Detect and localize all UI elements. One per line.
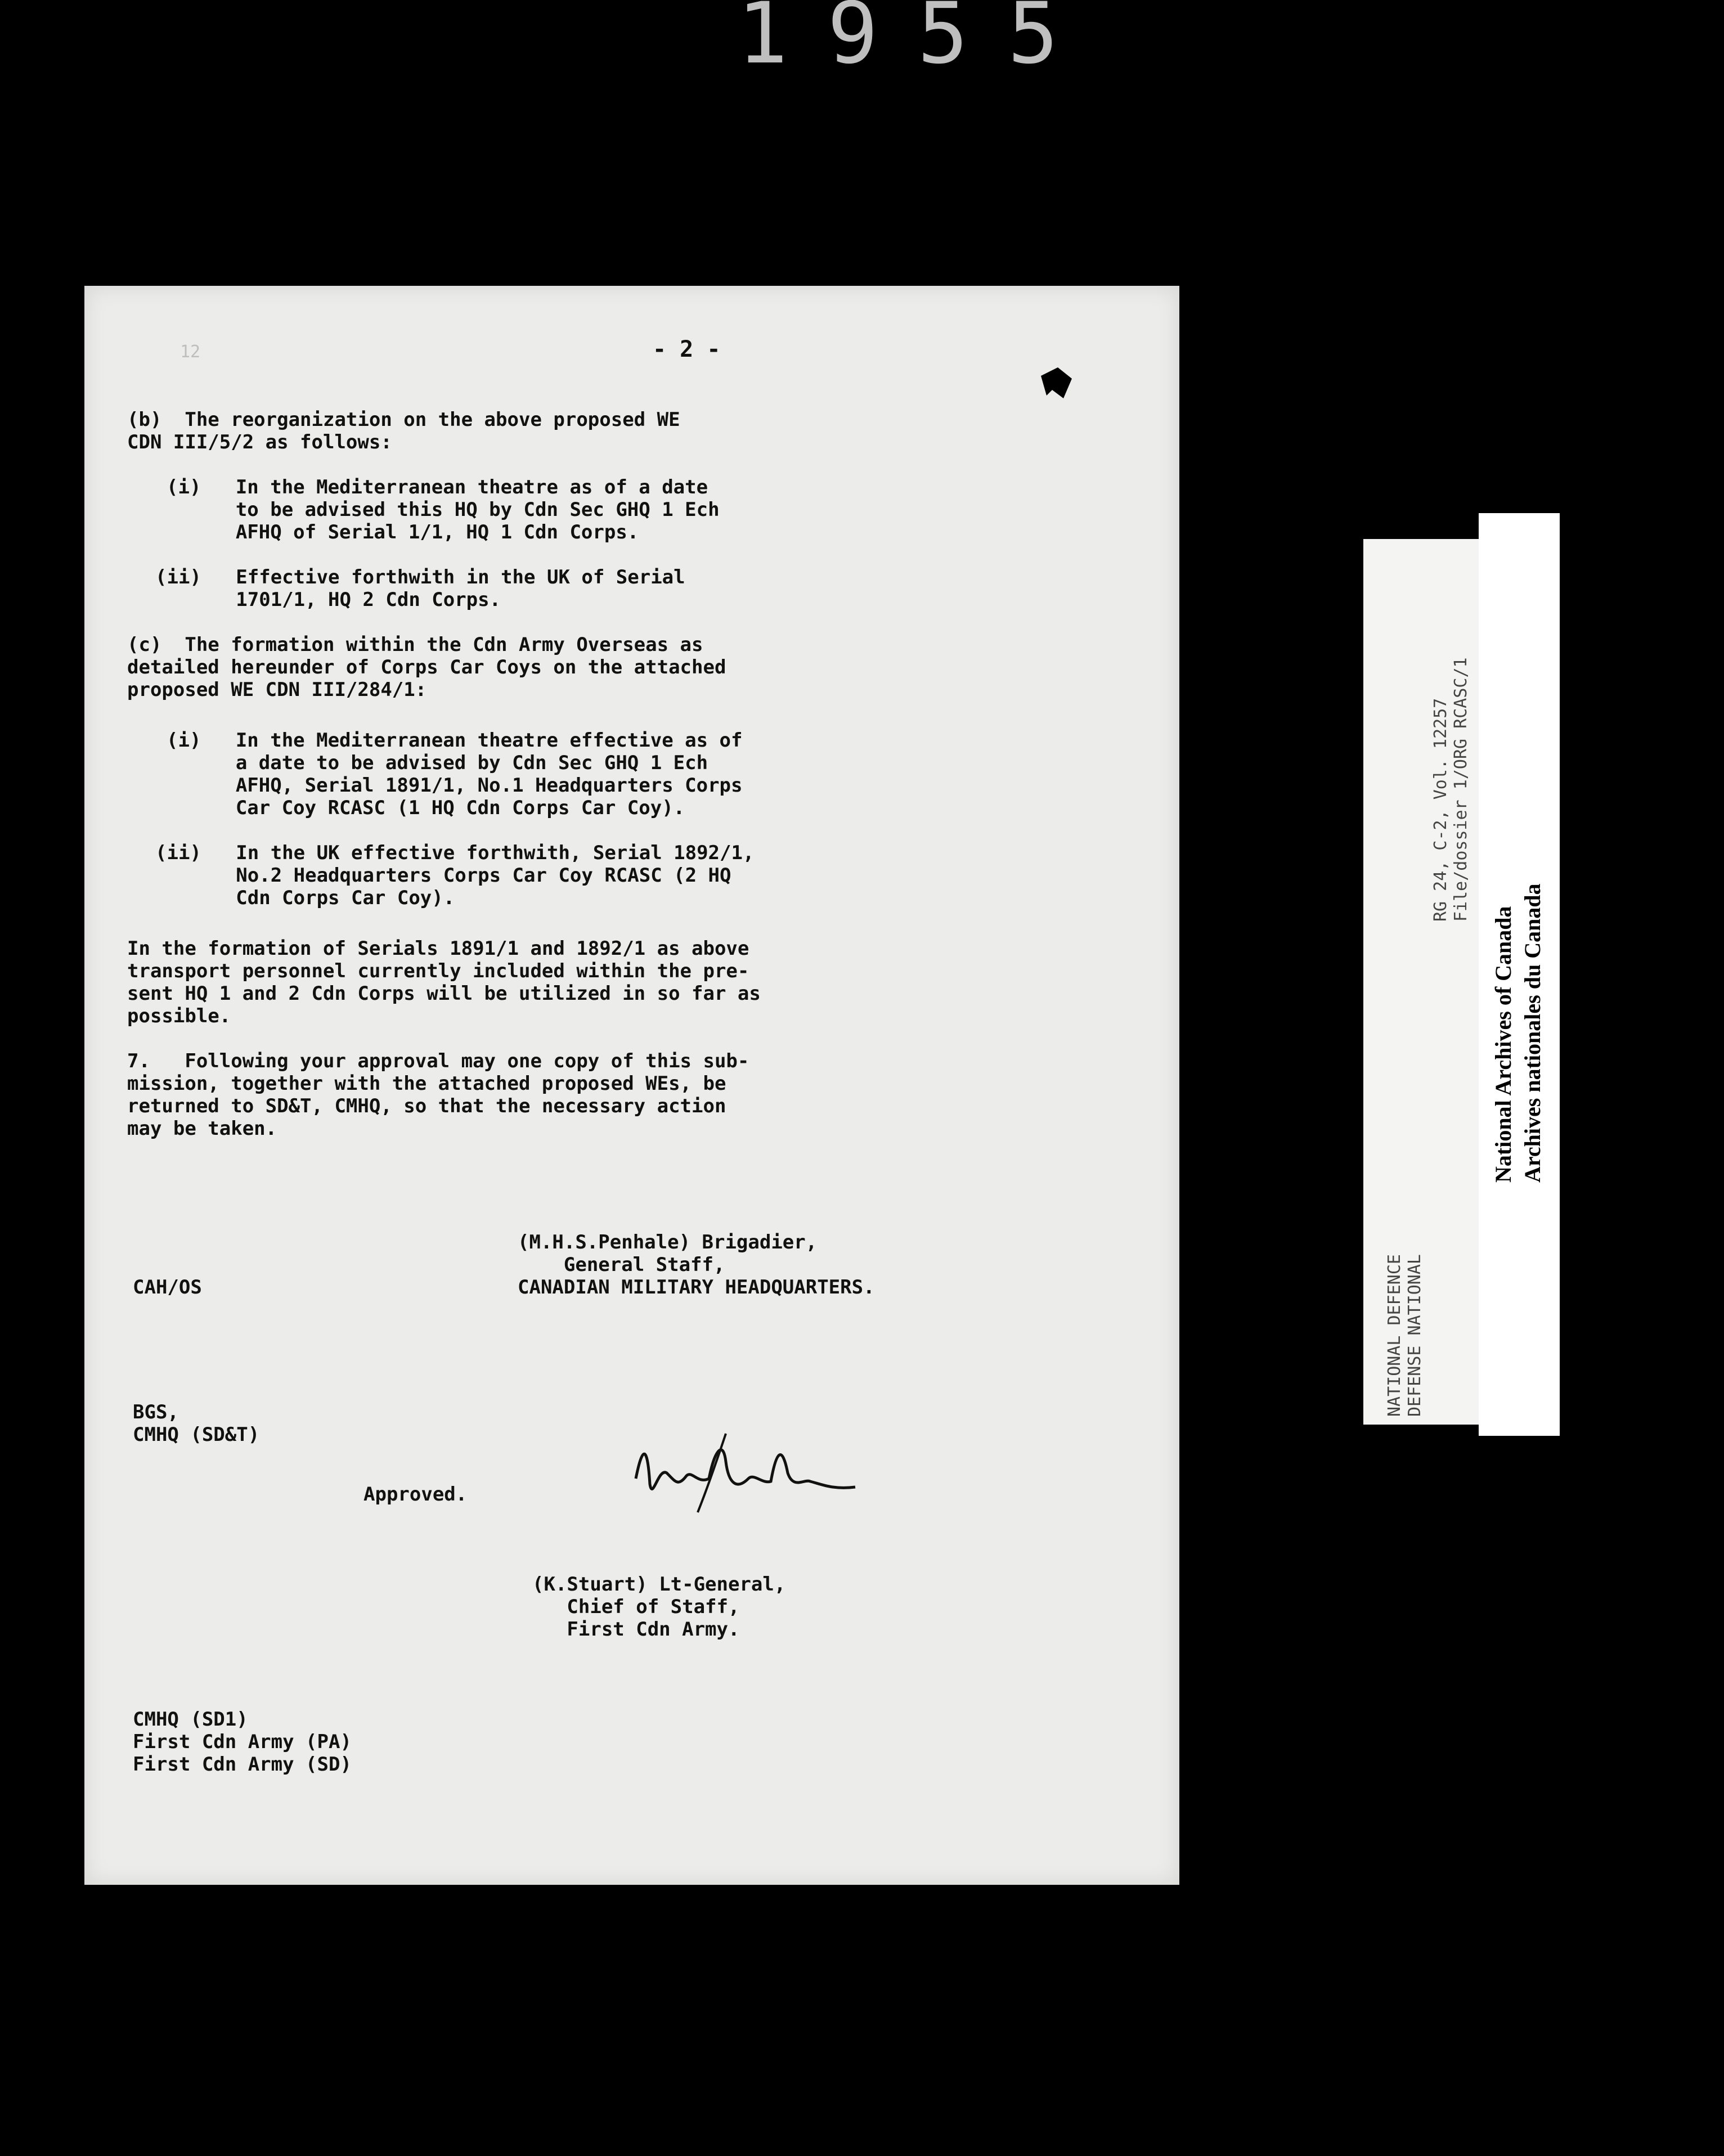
faint-page-mark: 12 — [180, 342, 201, 362]
document-page — [84, 286, 1179, 1885]
reference-initials: CAH/OS — [133, 1276, 202, 1299]
ink-mark-icon — [1035, 365, 1075, 404]
archive-reference-label — [1363, 539, 1480, 1425]
approved-text: Approved. — [363, 1483, 468, 1506]
paragraph-c-ii: (ii) In the UK effective forthwith, Serial 1892/1, No.2 Headquarters Corps Car Coy RCASC (2 HQ Cdn Corps Car Coy). — [155, 842, 755, 909]
paragraph-c-i: (i) In the Mediterranean theatre effective as of a date to be advised by Cdn Sec GHQ 1 Ech AFHQ, Serial 1891/1, No.1 Headquarters Corps Car Coy RCASC (1 HQ Cdn Corps Car Coy). — [167, 729, 743, 819]
signature-block: (M.H.S.Penhale) Brigadier, General Staff, CANADIAN MILITARY HEADQUARTERS. — [518, 1231, 875, 1299]
paragraph-b-i: (i) In the Mediterranean theatre as of a date to be advised this HQ by Cdn Sec GHQ 1 Ech AFHQ of Serial 1/1, HQ 1 Cdn Corps. — [167, 476, 720, 544]
paragraph-formation: In the formation of Serials 1891/1 and 1892/1 as above transport personnel currently included within the pre- sent HQ 1 and 2 Cdn Corps will be utilized in so far as possible. — [127, 937, 761, 1027]
frame-number: 1955 — [737, 0, 1098, 83]
paragraph-7: 7. Following your approval may one copy of this sub- mission, together with the attached proposed WEs, be returned to SD&T, CMHQ, so that the necessary action may be taken. — [127, 1050, 749, 1140]
archive-label-line-4: File/dossier 1/ORG RCASC/1 — [1451, 657, 1471, 922]
paragraph-c: (c) The formation within the Cdn Army Overseas as detailed hereunder of Corps Car Coys on the attached proposed WE CDN III/284/1: — [127, 634, 726, 701]
archive-stamp-line-2: Archives nationales du Canada — [1520, 883, 1545, 1183]
archive-label-line-3: RG 24, C-2, Vol. 12257 — [1431, 698, 1451, 922]
paragraph-b: (b) The reorganization on the above proposed WE CDN III/5/2 as follows: — [127, 408, 680, 453]
addressee: BGS, CMHQ (SD&T) — [133, 1401, 260, 1446]
archive-stamp-line-1: National Archives of Canada — [1490, 906, 1516, 1183]
signature-image — [540, 1417, 968, 1529]
archive-stamp-label — [1479, 513, 1560, 1436]
distribution-list: CMHQ (SD1) First Cdn Army (PA) First Cdn Army (SD) — [133, 1708, 352, 1776]
page-number: - 2 - — [653, 336, 721, 362]
archive-label-line-2: DEFENSE NATIONAL — [1405, 1254, 1425, 1417]
archive-label-line-1: NATIONAL DEFENCE — [1385, 1254, 1404, 1417]
paragraph-b-ii: (ii) Effective forthwith in the UK of Serial 1701/1, HQ 2 Cdn Corps. — [155, 566, 685, 611]
approver-block: (K.Stuart) Lt-General, Chief of Staff, First Cdn Army. — [532, 1573, 786, 1641]
